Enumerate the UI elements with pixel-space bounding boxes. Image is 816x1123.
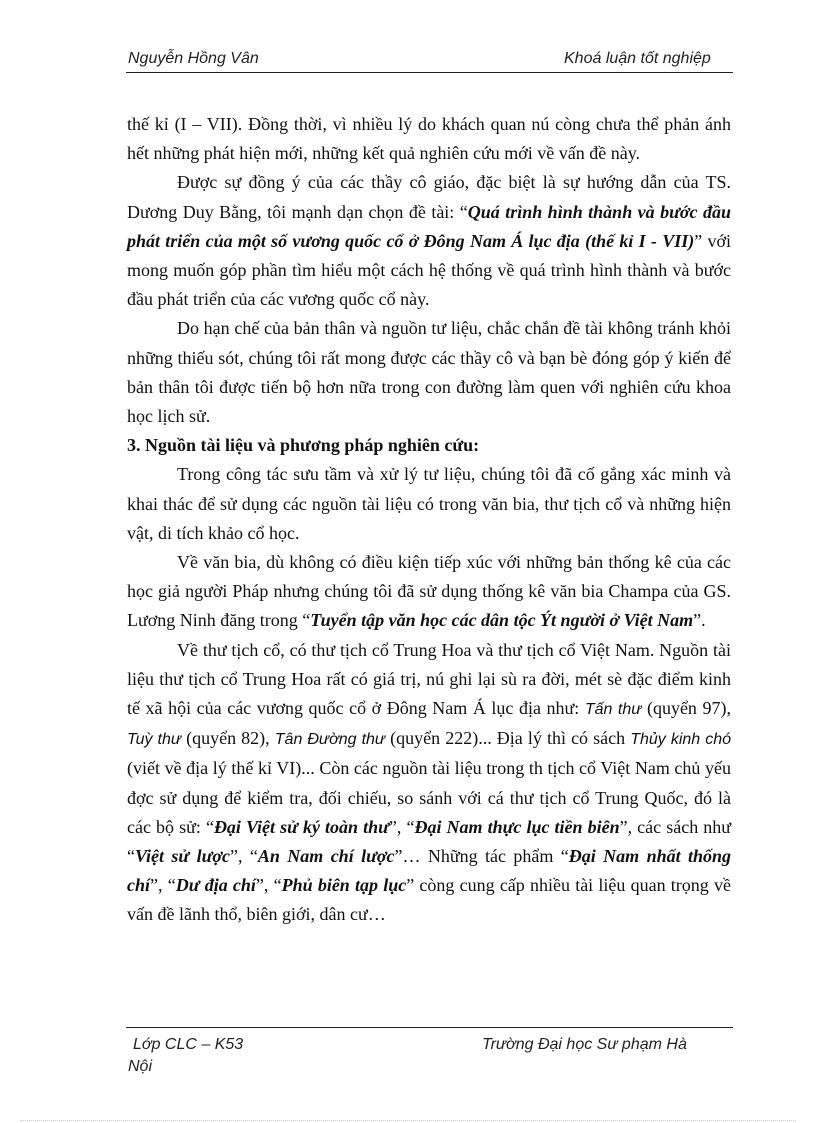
paragraph-6-text-l: ” còng cung cấp nhiều tài liệu quan trọng về vấn đề lãnh thổ, biên giới, dân cư… xyxy=(127,875,731,925)
history-title: Đại Nam thực lục tiền biên xyxy=(414,816,620,837)
paragraph-6-text-h: ”, “ xyxy=(230,846,258,867)
paragraph-5-text-a: Về văn bia, dù không có điều kiện tiếp xúc với những bản thống kê của các học giả người Pháp nhưng chúng tôi đã sử dụng thống kê văn bia Champa của GS. Lương Ninh đăng trong “ xyxy=(127,552,731,631)
paragraph-6-text-b: (quyển 97), xyxy=(641,698,731,719)
paragraph-6 xyxy=(127,636,731,930)
history-title: An Nam chí lược xyxy=(257,846,395,867)
paragraph-6-text-e: (viết về địa lý thế kỉ VI)... Còn các nguồn tài liệu trong th tịch cổ Việt Nam chủ yếu đợc sử dụng để kiểm tra, đối chiếu, so sánh với cá thư tịch cổ Trung Quốc, đó là các bộ sử: “ xyxy=(127,758,731,837)
paragraph-2-text-a: Được sự đồng ý của các thầy cô giáo, đặc biệt là sự hướng dẫn của TS. Dương Duy Bằng, tôi mạnh dạn chọn đề tài: “ xyxy=(127,172,731,222)
book-title: Tấn thư xyxy=(584,701,642,719)
paragraph-2-text-b: ” với mong muốn góp phần tìm hiểu một cách hệ thống về quá trình hình thành và bước đầu phát triển của các vương quốc cổ này. xyxy=(127,230,731,310)
thesis-title: Quá trình hình thành và bước đầu phát triển của một số vương quốc cổ ở Đông Nam Á lục địa (thế kỉ I - VII) xyxy=(127,201,731,251)
history-title: Đại Việt sử ký toàn thư xyxy=(213,816,389,837)
history-title: Dư địa chí xyxy=(175,875,256,896)
paragraph-2 xyxy=(127,168,731,314)
header-divider xyxy=(126,72,733,73)
paragraph-4: Trong công tác sưu tầm và xử lý tư liệu, chúng tôi đã cố gắng xác minh và khai thác để sử dụng các nguồn tài liệu có trong văn bia, thư tịch cổ và những hiện vật, di tích khảo cổ học. xyxy=(127,464,731,543)
history-title: Việt sử lược xyxy=(135,846,231,867)
book-title: Thủy kinh chó xyxy=(630,731,732,749)
book-title: Tân Đường thư xyxy=(274,731,386,749)
paragraph-1: thế kỉ (I – VII). Đồng thời, vì nhiều lý do khách quan nú còng chưa thể phản ánh hết những phát hiện mới, những kết quả nghiên cứu mới về vấn đề này. xyxy=(127,114,731,164)
history-title: Phủ biên tạp lục xyxy=(281,875,407,896)
anthology-title: Tuyển tập văn học các dân tộc Ýt người ở Việt Nam xyxy=(310,610,694,631)
paragraph-3: Do hạn chế của bản thân và nguồn tư liệu, chắc chắn đề tài không tránh khỏi những thiếu sót, chúng tôi rất mong được các thầy cô và bạn bè đóng góp ý kiến để bản thân tôi được tiến bộ hơn nữa trong con đường làm quen với nghiên cứu khoa học lịch sử. xyxy=(127,318,731,427)
paragraph-6-text-j: ”, “ xyxy=(150,875,176,896)
history-title: Đại Nam nhất thống chí xyxy=(127,846,731,896)
book-title: Tuỳ thư xyxy=(127,731,182,749)
paragraph-6-text-a: Về thư tịch cổ, có thư tịch cổ Trung Hoa và thư tịch cổ Việt Nam. Nguồn tài liệu thư tịch cổ Trung Hoa rất có giá trị, nú ghi lại sù ra đời, mét sè đặc điểm kinh tế xã hội của các vương quốc cổ ở Đông Nam Á lục địa như: xyxy=(127,639,731,719)
header-author: Nguyễn Hồng Vân xyxy=(128,50,259,67)
paragraph-6-text-i: ”… Những tác phẩm “ xyxy=(394,846,569,867)
document-body xyxy=(127,110,731,930)
paragraph-6-text-g: ”, các sách như “ xyxy=(127,816,732,867)
page-bottom-border xyxy=(20,1120,796,1121)
paragraph-5 xyxy=(127,548,731,636)
section-heading: 3. Nguồn tài liệu và phương pháp nghiên cứu: xyxy=(127,435,480,456)
footer-school-continued: Nội xyxy=(128,1058,153,1075)
footer-class: Lớp CLC – K53 xyxy=(133,1036,244,1053)
footer-school: Trường Đại học Sư phạm Hà xyxy=(482,1036,687,1053)
header-doc-type: Khoá luận tốt nghiệp xyxy=(564,50,711,67)
paragraph-5-text-b: ”. xyxy=(693,610,706,631)
footer-divider xyxy=(126,1027,733,1028)
paragraph-6-text-f: ”, “ xyxy=(388,816,415,837)
paragraph-6-text-d: (quyển 222)... Địa lý thì có sách xyxy=(385,728,631,749)
paragraph-6-text-c: (quyển 82), xyxy=(181,728,275,749)
paragraph-6-text-k: ”, “ xyxy=(255,875,282,896)
